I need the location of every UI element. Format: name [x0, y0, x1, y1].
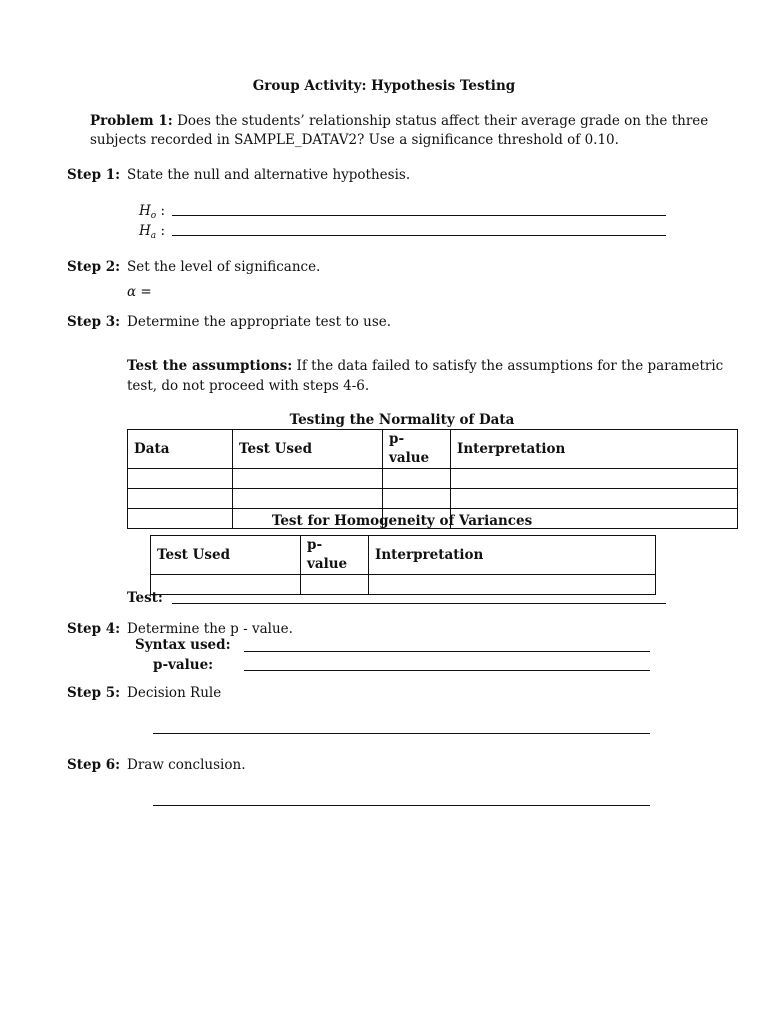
table-cell[interactable] [233, 469, 383, 489]
h0-label: $H_o$ : [139, 203, 166, 221]
assumptions-text-1: If the data failed to satisfy the assumptions for the parametric [296, 358, 724, 374]
table-cell[interactable] [451, 489, 738, 509]
assumptions-label: Test the assumptions: [127, 358, 293, 374]
table-header-row [128, 430, 738, 469]
table-cell[interactable] [383, 469, 451, 489]
table-row [151, 575, 656, 595]
table-cell[interactable] [233, 489, 383, 509]
homogeneity-table [150, 535, 656, 595]
conclusion-answer-line[interactable] [153, 805, 650, 806]
problem-text-1: Does the students’ relationship status affect their average grade on the three [177, 113, 709, 129]
table-cell[interactable] [301, 575, 369, 595]
test-label: Test: [127, 590, 163, 606]
header-data: Data [128, 430, 233, 469]
table-cell[interactable] [369, 575, 656, 595]
step3-label: Step 3: [67, 314, 121, 330]
header-p-value: p-value [301, 536, 369, 575]
step1-label: Step 1: [67, 167, 121, 183]
homogeneity-table-caption: Test for Homogeneity of Variances [271, 513, 533, 529]
table-cell[interactable] [128, 489, 233, 509]
step5-text: Decision Rule [127, 685, 222, 701]
page-title: Group Activity: Hypothesis Testing [252, 78, 516, 94]
header-p-value: p-value [383, 430, 451, 469]
step2-text: Set the level of significance. [127, 259, 321, 275]
table-cell[interactable] [151, 575, 301, 595]
decision-rule-answer-line[interactable] [153, 733, 650, 734]
pvalue-answer-line[interactable] [244, 670, 650, 671]
alpha-label: α = [127, 284, 152, 300]
assumptions-text-2: test, do not proceed with steps 4-6. [127, 378, 370, 394]
step4-label: Step 4: [67, 621, 121, 637]
header-interpretation: Interpretation [369, 536, 656, 575]
problem-text-2: subjects recorded in SAMPLE_DATAV2? Use a significance threshold of 0.10. [90, 132, 619, 148]
table-cell[interactable] [383, 489, 451, 509]
header-interpretation: Interpretation [451, 430, 738, 469]
table-cell[interactable] [451, 469, 738, 489]
step4-text: Determine the p - value. [127, 621, 293, 637]
header-test-used: Test Used [233, 430, 383, 469]
problem-line-1 [90, 112, 708, 130]
pvalue-label: p-value: [153, 657, 214, 673]
problem-label: Problem 1: [90, 113, 173, 129]
normality-table-caption: Testing the Normality of Data [289, 412, 515, 428]
assumptions-line-1 [127, 357, 723, 375]
table-header-row [151, 536, 656, 575]
step3-text: Determine the appropriate test to use. [127, 314, 392, 330]
ha-answer-line[interactable] [172, 235, 666, 236]
h0-answer-line[interactable] [172, 215, 666, 216]
header-test-used: Test Used [151, 536, 301, 575]
step1-text: State the null and alternative hypothesis. [127, 167, 411, 183]
table-cell[interactable] [128, 469, 233, 489]
step2-label: Step 2: [67, 259, 121, 275]
table-row [128, 469, 738, 489]
test-answer-line[interactable] [172, 603, 666, 604]
syntax-label: Syntax used: [135, 637, 231, 653]
step6-text: Draw conclusion. [127, 757, 246, 773]
ha-label: $H_a$ : [139, 223, 166, 241]
table-row [128, 489, 738, 509]
syntax-answer-line[interactable] [244, 651, 650, 652]
step5-label: Step 5: [67, 685, 121, 701]
step6-label: Step 6: [67, 757, 121, 773]
